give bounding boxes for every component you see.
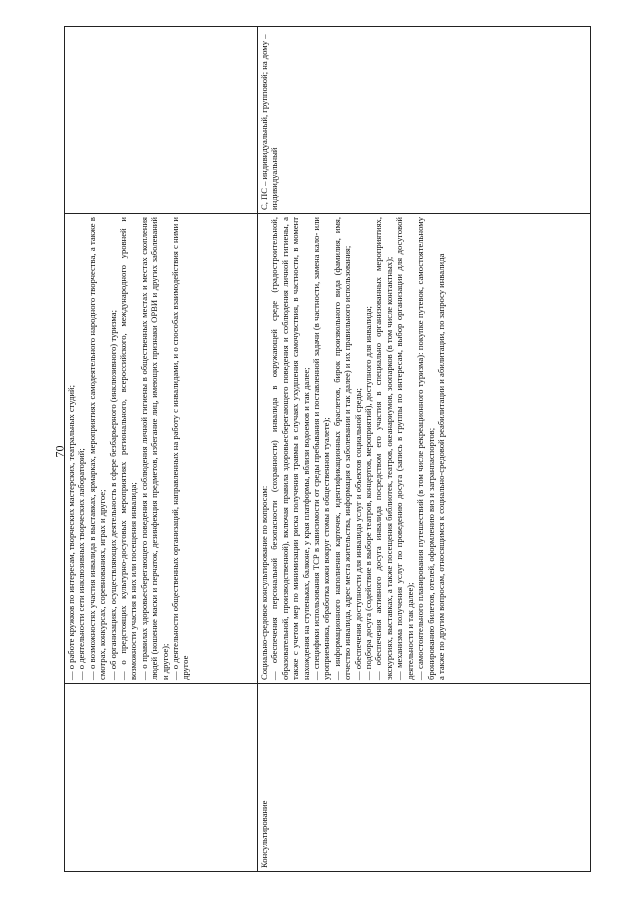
services-table: [64, 26, 591, 872]
content-line: — о деятельности общественных организаций, направленных на работу с инвалидами, и о способах взаимодействия с ними и другое: [170, 217, 191, 680]
content-line: Социально-средовое консультирование по вопросам:: [259, 485, 269, 680]
page-number: 70: [52, 445, 67, 458]
table-row: [258, 27, 591, 872]
service-name-cell: [258, 684, 591, 872]
service-form-cell: [258, 27, 591, 214]
service-name: Консультирование: [259, 800, 269, 868]
content-line: — механизма получения услуг по проведению досуга (запись в группы по интересам, выбор организации для досуговой деятельности и так далее);: [394, 217, 415, 680]
service-form: С, ПС – индивидуальный, групповой; на дому – индивидуальный: [259, 34, 280, 210]
rotated-page-content: [64, 27, 594, 872]
service-name-cell: [65, 684, 258, 872]
content-line: — специфики использования ТСР в зависимости от среды пребывания и поставленной задачи (в частности, замена кало- или уроприемника, обработка кожи вокруг стомы в общественном туалете);: [311, 217, 332, 680]
content-line: — самостоятельного планирования путешествий (в том числе рекреационного туризма): покупке путевок, самостоятельному бронированию билетов, отелей, оформлению виз и загранпаспортов;: [415, 217, 436, 680]
content-line: — о деятельности сети инклюзивных творческих лабораторий;: [76, 448, 87, 680]
content-line: — обеспечения активного досуга инвалида посредством его участия в специально организованных мероприятиях, экскурсиях, выставках, а также посещения библиотек, театров, океанариумов, зоопарков (в том числе контактных);: [373, 217, 394, 680]
content-line: — о предстоящих культурно-досуговых мероприятиях регионального, всероссийского, международного уровней и возможности участия в них или посещения инвалида;: [118, 217, 139, 680]
service-content-cell: [65, 214, 258, 684]
service-form-cell: [65, 27, 258, 214]
service-content-cell: [258, 214, 591, 684]
content-line: — о возможностях участия инвалида в выставках, ярмарках, мероприятиях самодеятельного народного творчества, а также в смотрах, конкурсах, соревнованиях, играх и другое;: [86, 217, 108, 680]
table-row: [65, 27, 258, 872]
content-line: — обеспечения доступности для инвалида услуг и объектов социальной среды;: [352, 388, 363, 680]
content-line: — подбора досуга (содействие в выборе театров, концертов, мероприятий), доступного для инвалида;: [363, 306, 374, 680]
content-line: — о правилах здоровьесберегающего поведения и соблюдения личной гигиены в общественных местах и местах скопления людей (ношение маски и перчаток, дезинфекция предметов, избегание лиц, имеющих признаки ОРВИ и других заболеваний и другое);: [138, 217, 170, 680]
content-line: а также по другим вопросам, относящимся к социально-средовой реабилитации и абилитации, по запросу инвалида: [435, 253, 446, 680]
content-line: — информационного наполнения карточек, идентификационных браслетов, бирок произвольного вида (фамилия, имя, отчество инвалида, адрес места жительства, информация о заболевании и так далее) и их правильного использования;: [331, 217, 353, 680]
content-line: — обеспечения персональной безопасности (сохранности) инвалида в окружающей среде (градостроительной, образовательной, производственной), включая правила здоровьесберегающего поведения и соблюдения личной гигиены, а также с учетом мер по минимизации риска получения травмы в случаях ухудшения самочувствия, в частности, в момент нахождения на ступеньках, балконе, у края платформы, вблизи водоемов и так далее;: [269, 217, 311, 680]
content-line: — о работе кружков по интересам, творческих мастерских, театральных студий;: [66, 385, 76, 680]
content-line: — об организациях, осуществляющих деятельность в сфере безбарьерного (инклюзивного) туризма;: [107, 309, 118, 680]
